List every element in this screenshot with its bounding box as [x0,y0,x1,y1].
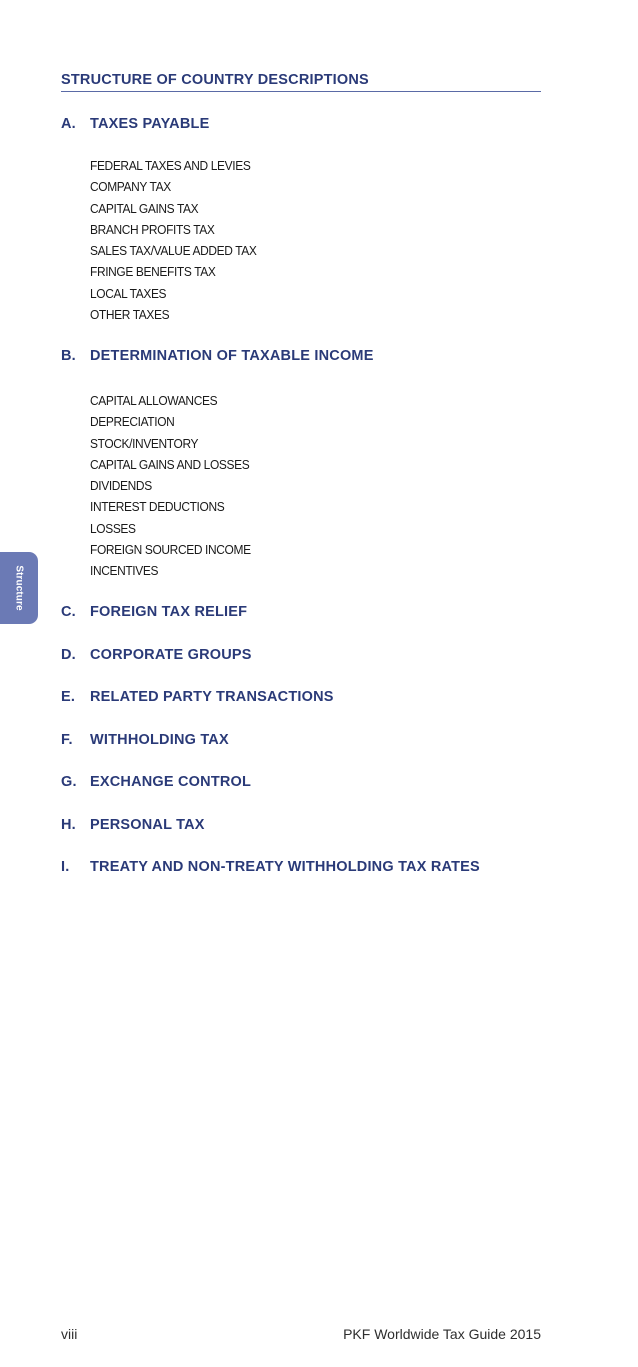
list-item: CAPITAL GAINS AND LOSSES [90,456,250,472]
section-heading-d [61,647,252,663]
section-title: TREATY AND NON-TREATY WITHHOLDING TAX RATES [90,859,480,875]
list-item: INTEREST DEDUCTIONS [90,499,225,515]
section-title: FOREIGN TAX RELIEF [90,604,248,620]
section-letter: C. [61,604,76,620]
section-letter: E. [61,689,76,705]
section-title: EXCHANGE CONTROL [90,774,252,790]
list-item: CAPITAL GAINS TAX [90,200,199,216]
list-item: COMPANY TAX [90,179,171,195]
section-heading-a [61,116,209,132]
list-item: CAPITAL ALLOWANCES [90,393,218,408]
section-title: CORPORATE GROUPS [90,647,252,663]
section-title: WITHHOLDING TAX [90,732,229,748]
structure-side-tab[interactable] [0,552,38,624]
section-title: DETERMINATION OF TAXABLE INCOME [90,348,374,364]
section-letter: G. [61,774,77,790]
list-item: STOCK/INVENTORY [90,435,199,451]
section-heading-b [61,348,374,364]
section-letter: B. [61,348,76,364]
list-item: BRANCH PROFITS TAX [90,221,215,237]
list-item: FEDERAL TAXES AND LEVIES [90,158,251,173]
section-letter: F. [61,732,73,748]
section-heading-g [61,774,251,790]
page-number: viii [61,1326,78,1342]
list-item: FOREIGN SOURCED INCOME [90,542,251,558]
section-b-items [90,390,265,582]
list-item: DIVIDENDS [90,478,152,494]
list-item: LOCAL TAXES [90,285,167,301]
publication-title: PKF Worldwide Tax Guide 2015 [343,1326,541,1342]
section-heading-i [61,859,480,875]
section-letter: H. [61,817,76,833]
list-item: SALES TAX/VALUE ADDED TAX [90,243,257,259]
section-heading-h [61,817,205,833]
section-heading-c [61,604,247,620]
section-letter: D. [61,647,76,663]
section-heading-e [61,689,334,705]
section-title: RELATED PARTY TRANSACTIONS [90,689,334,705]
section-heading-f [61,732,229,748]
list-item: DEPRECIATION [90,414,175,430]
list-item: OTHER TAXES [90,307,170,323]
page-title: STRUCTURE OF COUNTRY DESCRIPTIONS [61,72,369,88]
list-item: INCENTIVES [90,563,159,579]
section-letter: A. [61,116,76,132]
title-underline [61,91,541,92]
section-a-items [90,155,271,325]
section-letter: I. [61,859,70,875]
list-item: LOSSES [90,520,136,536]
side-tab-label: Structure [13,565,25,611]
list-item: FRINGE BENEFITS TAX [90,264,216,280]
section-title: PERSONAL TAX [90,817,205,833]
section-title: TAXES PAYABLE [90,116,210,132]
